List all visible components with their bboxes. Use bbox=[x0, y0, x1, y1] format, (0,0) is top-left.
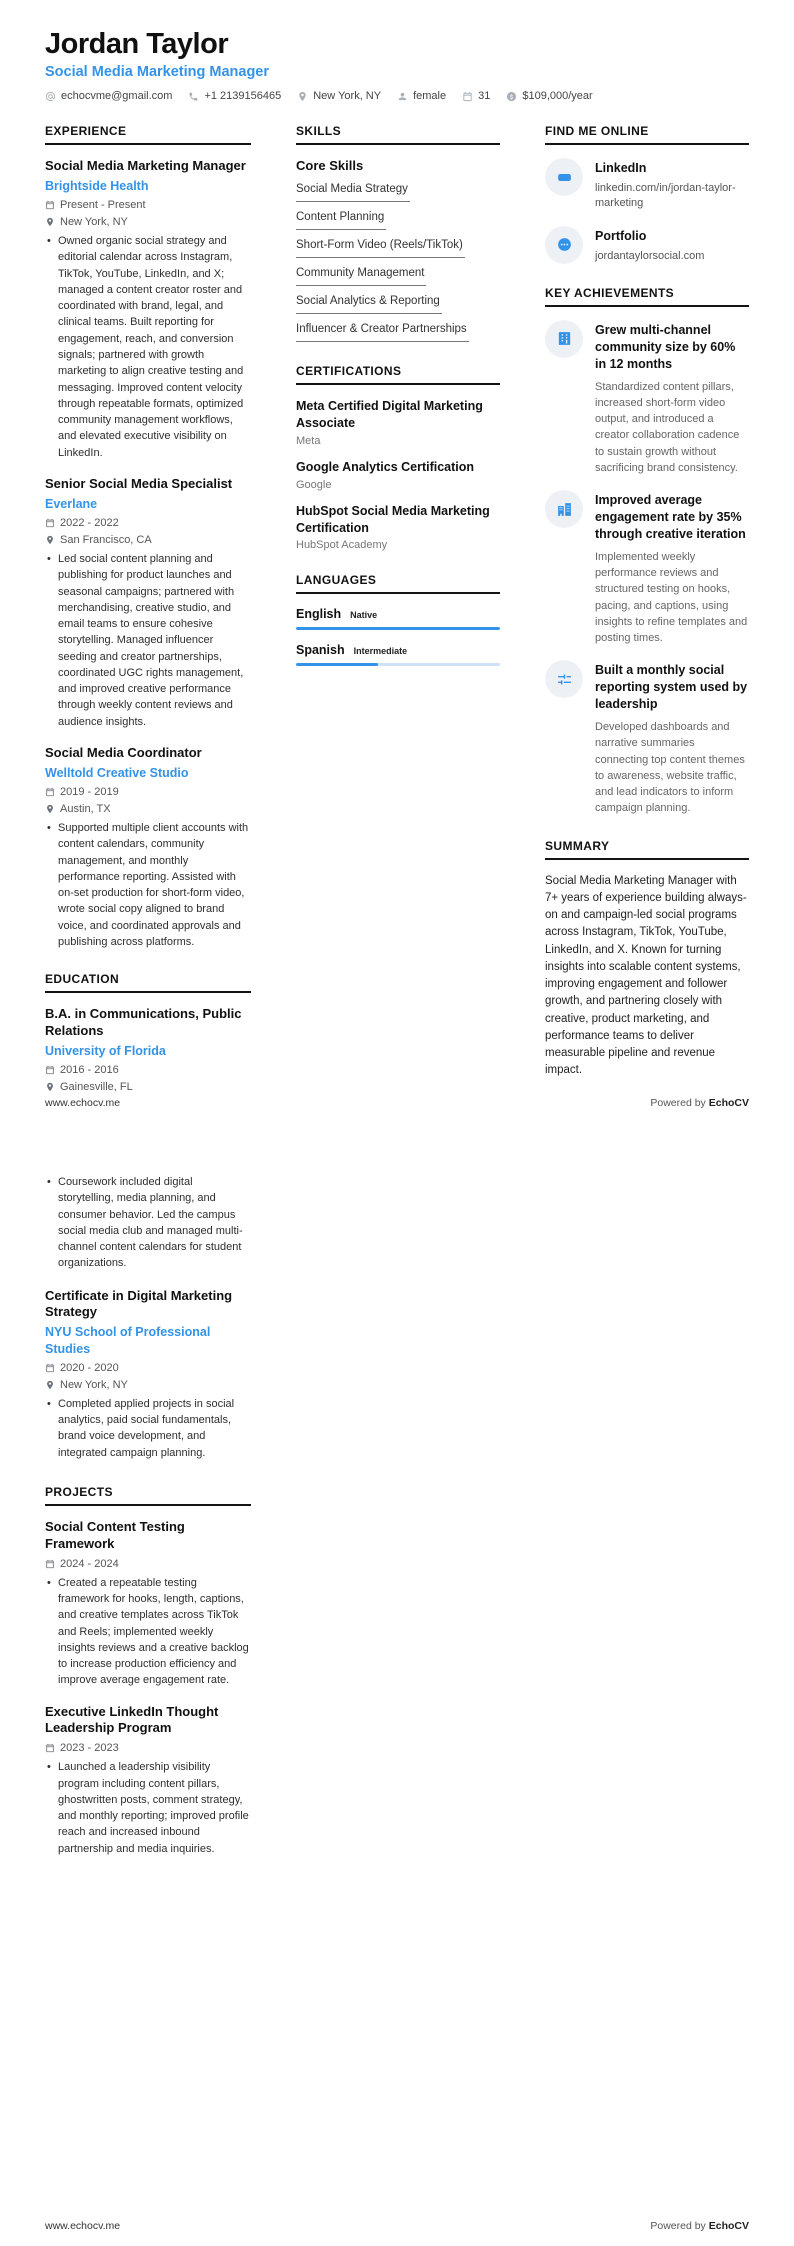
calendar-icon bbox=[45, 1065, 55, 1075]
location-pin-icon bbox=[45, 217, 55, 227]
buildings-icon bbox=[545, 490, 583, 528]
achievement-description: Standardized content pillars, increased short-form video output, and introduced a creator collaboration cadence to sustain growth without sacrificing brand consistency. bbox=[595, 380, 740, 474]
summary-section bbox=[545, 839, 749, 1080]
location-pin-icon bbox=[45, 1380, 55, 1390]
projects-heading: PROJECTS bbox=[45, 1485, 251, 1506]
experience-entry bbox=[45, 745, 251, 950]
powered-by: Powered by EchoCV bbox=[650, 2220, 749, 2232]
skill-item: Community Management bbox=[296, 267, 426, 286]
language-level: Intermediate bbox=[353, 646, 408, 657]
certification-name: Google Analytics Certification bbox=[296, 459, 475, 474]
certification-name: HubSpot Social Media Marketing Certification bbox=[296, 503, 490, 535]
building-icon bbox=[545, 320, 583, 358]
calendar-icon bbox=[45, 1743, 55, 1753]
education-section bbox=[45, 972, 251, 1093]
person-icon bbox=[397, 91, 408, 102]
skill-item: Social Analytics & Reporting bbox=[296, 295, 442, 314]
online-profile-row bbox=[545, 158, 749, 212]
contact-gender: female bbox=[397, 90, 446, 102]
degree-title: B.A. in Communications, Public Relations bbox=[45, 1006, 242, 1039]
brand-link[interactable]: EchoCV bbox=[708, 1097, 749, 1109]
company-link[interactable]: Brightside Health bbox=[45, 178, 149, 193]
phone-icon bbox=[188, 91, 199, 102]
calendar-icon bbox=[45, 200, 55, 210]
site-link[interactable]: www.echocv.me bbox=[45, 2220, 121, 2232]
project-bullet: • Launched a leadership visibility program including content pillars, ghostwritten posts, comment strategy, and monthly reporting; improved profile reach and increased inbound partnership and media inquiries. bbox=[45, 1759, 251, 1857]
page-footer bbox=[45, 2220, 749, 2232]
location-pin-icon bbox=[45, 535, 55, 545]
resume-page-2 bbox=[0, 1123, 794, 2246]
job-location: Austin, TX bbox=[45, 803, 251, 815]
achievement-description: Implemented weekly performance reviews and structured testing on hooks, pacing, and captions, using insights to refine templates and posting times. bbox=[595, 550, 748, 645]
right-column bbox=[545, 124, 749, 1115]
certifications-section bbox=[296, 364, 500, 551]
experience-entry bbox=[45, 158, 251, 461]
project-dates: 2024 - 2024 bbox=[45, 1558, 251, 1570]
education-heading: EDUCATION bbox=[45, 972, 251, 993]
globe-icon bbox=[545, 226, 583, 264]
company-link[interactable]: Everlane bbox=[45, 496, 98, 511]
job-bullet: • Owned organic social strategy and editorial calendar across Instagram, TikTok, YouTube, LinkedIn, and X; managed a content creator roster and coordinated with brand, legal, and clinical teams. Built reporting for engagement, reach, and conversion signals; partnered with growth marketing to align creative testing and messaging. Improved content velocity through repeatable formats, optimized community management workflows, and elevated executive visibility on LinkedIn. bbox=[45, 233, 251, 461]
right-column bbox=[545, 1169, 749, 1879]
powered-by: Powered by EchoCV bbox=[650, 1097, 749, 1109]
sliders-icon bbox=[545, 660, 583, 698]
project-name: Social Content Testing Framework bbox=[45, 1518, 185, 1551]
skills-heading: SKILLS bbox=[296, 124, 500, 145]
job-bullet: • Led social content planning and publishing for product launches and seasonal campaigns; partnered with merchandising, creative studio, and email teams to ensure cohesive storytelling. Managed influencer seeding and creator partnerships, coordinated UGC rights management, and improved creative performance through weekly content reviews and audience insights. bbox=[45, 551, 251, 730]
education-location: Gainesville, FL bbox=[45, 1081, 251, 1093]
calendar-icon bbox=[45, 787, 55, 797]
find-me-online-heading: FIND ME ONLINE bbox=[545, 124, 749, 145]
project-dates: 2023 - 2023 bbox=[45, 1742, 251, 1754]
languages-section bbox=[296, 573, 500, 666]
achievement-description: Developed dashboards and narrative summaries connecting top content themes to awareness, website traffic, and lead indicators to inform campaign planning. bbox=[595, 720, 745, 815]
person-job-title: Social Media Marketing Manager bbox=[45, 64, 270, 80]
job-dates: 2022 - 2022 bbox=[45, 517, 251, 529]
achievement-row bbox=[545, 490, 749, 646]
degree-title: Certificate in Digital Marketing Strategy bbox=[45, 1287, 233, 1320]
certification-entry bbox=[296, 503, 500, 552]
project-bullet: • Created a repeatable testing framework for hooks, length, captions, and creative templates across TikTok and Reels; implemented weekly insights reviews and a creative backlog to increase production efficiency and improve average engagement rate. bbox=[45, 1575, 251, 1689]
person-name: Jordan Taylor bbox=[45, 28, 229, 60]
education-location: New York, NY bbox=[45, 1379, 251, 1391]
skill-item: Influencer & Creator Partnerships bbox=[296, 323, 469, 342]
certification-entry bbox=[296, 398, 500, 447]
profile-label: LinkedIn bbox=[595, 161, 647, 175]
skills-group-title: Core Skills bbox=[296, 158, 364, 173]
language-proficiency-fill bbox=[296, 663, 378, 666]
summary-text: Social Media Marketing Manager with 7+ years of experience building always-on and campaign-led social programs across Instagram, TikTok, YouTube, LinkedIn, and X. Known for turning insights into scalable content systems, improving engagement and follower growth, and partnering closely with creative, product marketing, and performance teams to deliver measurable pipeline and revenue impact. bbox=[545, 874, 747, 1077]
skill-item: Short-Form Video (Reels/TikTok) bbox=[296, 239, 465, 258]
location-pin-icon bbox=[297, 91, 308, 102]
key-achievements-heading: KEY ACHIEVEMENTS bbox=[545, 286, 749, 307]
resume-header bbox=[45, 28, 749, 102]
languages-heading: LANGUAGES bbox=[296, 573, 500, 594]
certification-issuer: HubSpot Academy bbox=[296, 539, 388, 552]
language-proficiency-fill bbox=[296, 627, 500, 630]
dollar-icon bbox=[506, 91, 517, 102]
profile-url-link[interactable]: jordantaylorsocial.com bbox=[595, 249, 705, 262]
brand-link[interactable]: EchoCV bbox=[708, 2220, 749, 2232]
project-entry bbox=[45, 1704, 251, 1857]
find-me-online-section bbox=[545, 124, 749, 264]
skill-item: Content Planning bbox=[296, 211, 386, 230]
job-title: Social Media Coordinator bbox=[45, 744, 202, 760]
language-name: English bbox=[296, 607, 342, 622]
experience-entry bbox=[45, 476, 251, 730]
education-entry bbox=[45, 1006, 251, 1093]
job-title: Senior Social Media Specialist bbox=[45, 475, 233, 491]
job-dates: 2019 - 2019 bbox=[45, 786, 251, 798]
email-icon bbox=[45, 91, 56, 102]
language-name: Spanish bbox=[296, 643, 345, 658]
education-bullet-continued bbox=[45, 1174, 251, 1272]
calendar-icon bbox=[462, 91, 473, 102]
experience-heading: EXPERIENCE bbox=[45, 124, 251, 145]
achievement-title: Built a monthly social reporting system used by leadership bbox=[595, 663, 748, 712]
job-location: New York, NY bbox=[45, 216, 251, 228]
education-dates: 2016 - 2016 bbox=[45, 1064, 251, 1076]
achievement-row bbox=[545, 320, 749, 476]
experience-section bbox=[45, 124, 251, 950]
site-link[interactable]: www.echocv.me bbox=[45, 1097, 121, 1109]
calendar-icon bbox=[45, 1363, 55, 1373]
certification-issuer: Google bbox=[296, 478, 332, 491]
summary-heading: SUMMARY bbox=[545, 839, 749, 860]
middle-column bbox=[296, 1169, 500, 1879]
contact-email: echocvme@gmail.com bbox=[45, 90, 172, 102]
location-pin-icon bbox=[45, 1082, 55, 1092]
projects-section bbox=[45, 1485, 251, 1857]
skill-item: Social Media Strategy bbox=[296, 183, 410, 202]
page-footer bbox=[45, 1097, 749, 1109]
achievement-title: Improved average engagement rate by 35% through creative iteration bbox=[595, 493, 746, 541]
language-level: Native bbox=[350, 610, 378, 621]
calendar-icon bbox=[45, 1559, 55, 1569]
contact-salary: $109,000/year bbox=[506, 90, 592, 102]
skills-section bbox=[296, 124, 500, 342]
left-column bbox=[45, 124, 251, 1115]
school-link[interactable]: University of Florida bbox=[45, 1043, 166, 1058]
company-link[interactable]: Welltold Creative Studio bbox=[45, 765, 189, 780]
profile-label: Portfolio bbox=[595, 228, 647, 243]
contact-phone: +1 2139156465 bbox=[188, 90, 281, 102]
online-profile-row bbox=[545, 226, 749, 264]
education-entry bbox=[45, 1288, 251, 1461]
school-link[interactable]: NYU School of Professional Studies bbox=[45, 1325, 211, 1356]
job-bullet: • Supported multiple client accounts with content calendars, community management, and monthly performance reporting. Assisted with on-set production for short-form video, wrote social copy aligned to brand voice, and coordinated approvals and publishing across platforms. bbox=[45, 820, 251, 950]
left-column bbox=[45, 1169, 251, 1879]
job-location: San Francisco, CA bbox=[45, 534, 251, 546]
language-entry bbox=[296, 643, 500, 666]
job-dates: Present - Present bbox=[45, 199, 251, 211]
contact-row bbox=[45, 90, 749, 102]
key-achievements-section bbox=[545, 286, 749, 817]
calendar-icon bbox=[45, 518, 55, 528]
job-title: Social Media Marketing Manager bbox=[45, 158, 246, 173]
location-pin-icon bbox=[45, 804, 55, 814]
linkedin-icon bbox=[545, 158, 583, 196]
achievement-title: Grew multi-channel community size by 60% in 12 months bbox=[595, 322, 736, 371]
certification-entry bbox=[296, 459, 500, 491]
contact-location: New York, NY bbox=[297, 90, 381, 102]
education-dates: 2020 - 2020 bbox=[45, 1362, 251, 1374]
certification-name: Meta Certified Digital Marketing Associate bbox=[296, 399, 483, 430]
achievement-row bbox=[545, 660, 749, 816]
profile-url-link[interactable]: linkedin.com/in/jordan-taylor-marketing bbox=[595, 181, 736, 210]
project-entry bbox=[45, 1519, 251, 1689]
language-proficiency-bar bbox=[296, 663, 500, 666]
language-proficiency-bar bbox=[296, 627, 500, 630]
education-bullet: • Coursework included digital storytelling, media planning, and consumer behavior. Led the campus social media club and managed multi-channel content calendars for student organizations. bbox=[45, 1174, 251, 1272]
language-entry bbox=[296, 607, 500, 630]
certification-issuer: Meta bbox=[296, 434, 321, 447]
middle-column bbox=[296, 124, 500, 1115]
project-name: Executive LinkedIn Thought Leadership Program bbox=[45, 1703, 219, 1736]
education-bullet: • Completed applied projects in social analytics, paid social fundamentals, brand voice development, and integrated campaign planning. bbox=[45, 1396, 251, 1461]
certifications-heading: CERTIFICATIONS bbox=[296, 364, 500, 385]
contact-age: 31 bbox=[462, 90, 490, 102]
